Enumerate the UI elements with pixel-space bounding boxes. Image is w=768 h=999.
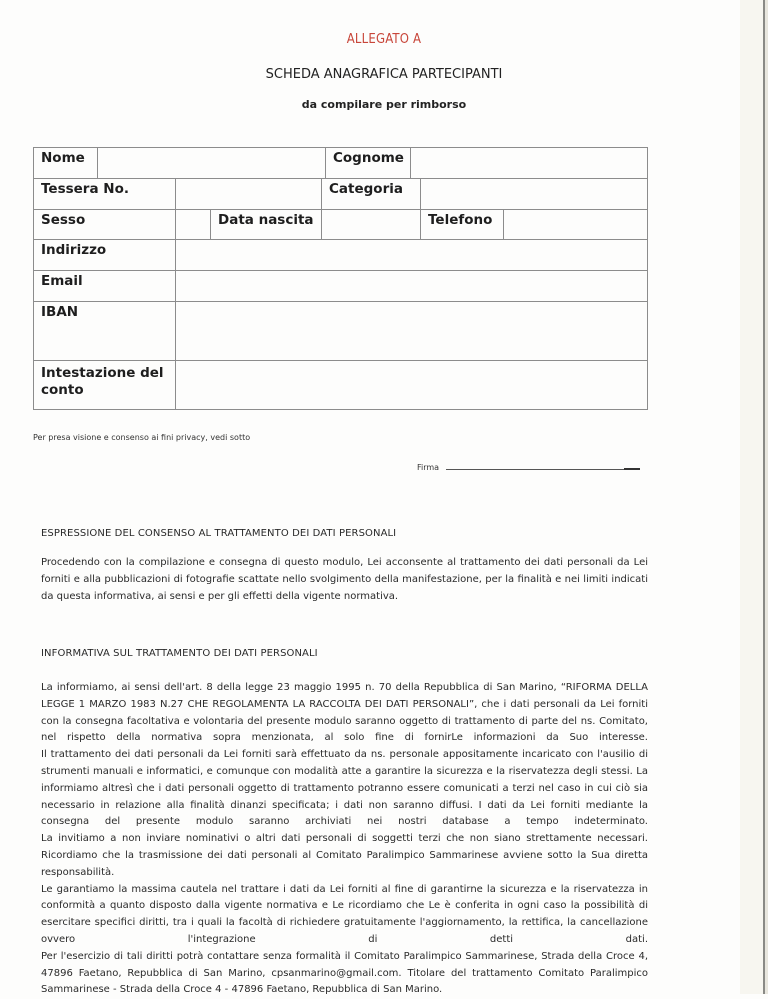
participant-form (33, 147, 648, 409)
indirizzo-field[interactable] (175, 239, 648, 271)
cognome-label: Cognome (325, 147, 411, 179)
nome-field[interactable] (97, 147, 326, 179)
categoria-label: Categoria (321, 178, 421, 210)
attachment-label: ALLEGATO A (346, 32, 422, 47)
consent-paragraph: Procedendo con la compilazione e consegna di questo modulo, Lei acconsente al trattamento dei dati personali da Lei forniti e alla pubblicazioni di fotografie scattate nello svolgimento della manifestazione, per la finalità e nei limiti indicati da questa informativa, ai sensi e per gli effetti della vigente normativa. (41, 557, 648, 602)
iban-field[interactable] (175, 301, 648, 361)
tessera-field[interactable] (175, 178, 322, 210)
indirizzo-label: Indirizzo (33, 239, 176, 271)
data-nascita-field[interactable] (321, 209, 421, 240)
signature-label: Firma (417, 463, 440, 472)
consent-text (41, 555, 648, 605)
informativa-paragraph-5: Per l'esercizio di tali diritti potrà contattare senza formalità il Comitato Paralimpico Sammarinese, Strada della Croce 4, 47896 Faetano, Repubblica di San Marino, cpsanmarino@gmail.com. Titolare del trattamento Comitato Paralimpico Sammarinese - Strada della Croce 4 - 47896 Faetano, Repubblica di San Marino. (41, 950, 648, 996)
informativa-paragraph-4: Le garantiamo la massima cautela nel trattare i dati da Lei forniti al fine di garantirne la sicurezza e la riservatezza in conformità a quanto disposto dalla vigente normativa e Le ricordiamo che Le è conferita in ogni caso la possibilità di esercitare specifici diritti, tra i quali la facoltà di richiedere gratuitamente l'aggiornamento, la rettifica, la cancellazione ovvero l'integrazione di detti dati. (41, 883, 648, 945)
signature-line-end (624, 468, 640, 470)
email-field[interactable] (175, 270, 648, 302)
intestazione-label: Intestazione del conto (33, 360, 176, 410)
sesso-field[interactable] (175, 209, 211, 240)
signature-field[interactable] (446, 469, 640, 470)
page-title: SCHEDA ANAGRAFICA PARTECIPANTI (265, 67, 503, 82)
sesso-label: Sesso (33, 209, 176, 240)
page-subtitle: da compilare per rimborso (301, 98, 467, 111)
categoria-field[interactable] (420, 178, 648, 210)
scan-margin (740, 0, 764, 994)
intestazione-field[interactable] (175, 360, 648, 410)
informativa-text (41, 680, 648, 999)
telefono-label: Telefono (420, 209, 504, 240)
telefono-field[interactable] (503, 209, 648, 240)
informativa-title: INFORMATIVA SUL TRATTAMENTO DEI DATI PERSONALI (41, 648, 318, 659)
iban-label: IBAN (33, 301, 176, 361)
informativa-paragraph-1: La informiamo, ai sensi dell'art. 8 della legge 23 maggio 1995 n. 70 della Repubblica di San Marino, “RIFORMA DELLA LEGGE 1 MARZO 1983 N.27 CHE REGOLAMENTA LA RACCOLTA DEI DATI PERSONALI”, che i dati personali da Lei forniti con la consegna facoltativa e volontaria del presente modulo saranno oggetto di trattamento di parte del ns. Comitato, nel rispetto della normativa sopra menzionata, al solo fine di fornirLe informazioni da Suo interesse. (41, 682, 648, 744)
email-label: Email (33, 270, 176, 302)
consent-title: ESPRESSIONE DEL CONSENSO AL TRATTAMENTO DEI DATI PERSONALI (41, 528, 397, 539)
informativa-paragraph-2: Il trattamento dei dati personali da Lei forniti sarà effettuato da ns. personale appositamente incaricato con l'ausilio di strumenti manuali e informatici, e comunque con modalità atte a garantire la sicurezza e la riservatezza degli stessi. La informiamo altresì che i dati personali oggetto di trattamento potranno essere comunicati a terzi nel caso in cui ciò sia necessario in relazione alla finalità dinanzi specificata; i dati non saranno diffusi. I dati da Lei forniti mediante la consegna del presente modulo saranno archiviati nei nostri database a tempo indeterminato. (41, 749, 648, 828)
cognome-field[interactable] (410, 147, 648, 179)
tessera-label: Tessera No. (33, 178, 176, 210)
nome-label: Nome (33, 147, 98, 179)
privacy-note: Per presa visione e consenso ai fini privacy, vedi sotto (33, 433, 251, 442)
data-nascita-label: Data nascita (210, 209, 322, 240)
informativa-paragraph-3: La invitiamo a non inviare nominativi o altri dati personali di soggetti terzi che non siano strettamente necessari. Ricordiamo che la trasmissione dei dati personali al Comitato Paralimpico Sammarinese avviene sotto la Sua diretta responsabilità. (41, 833, 648, 878)
